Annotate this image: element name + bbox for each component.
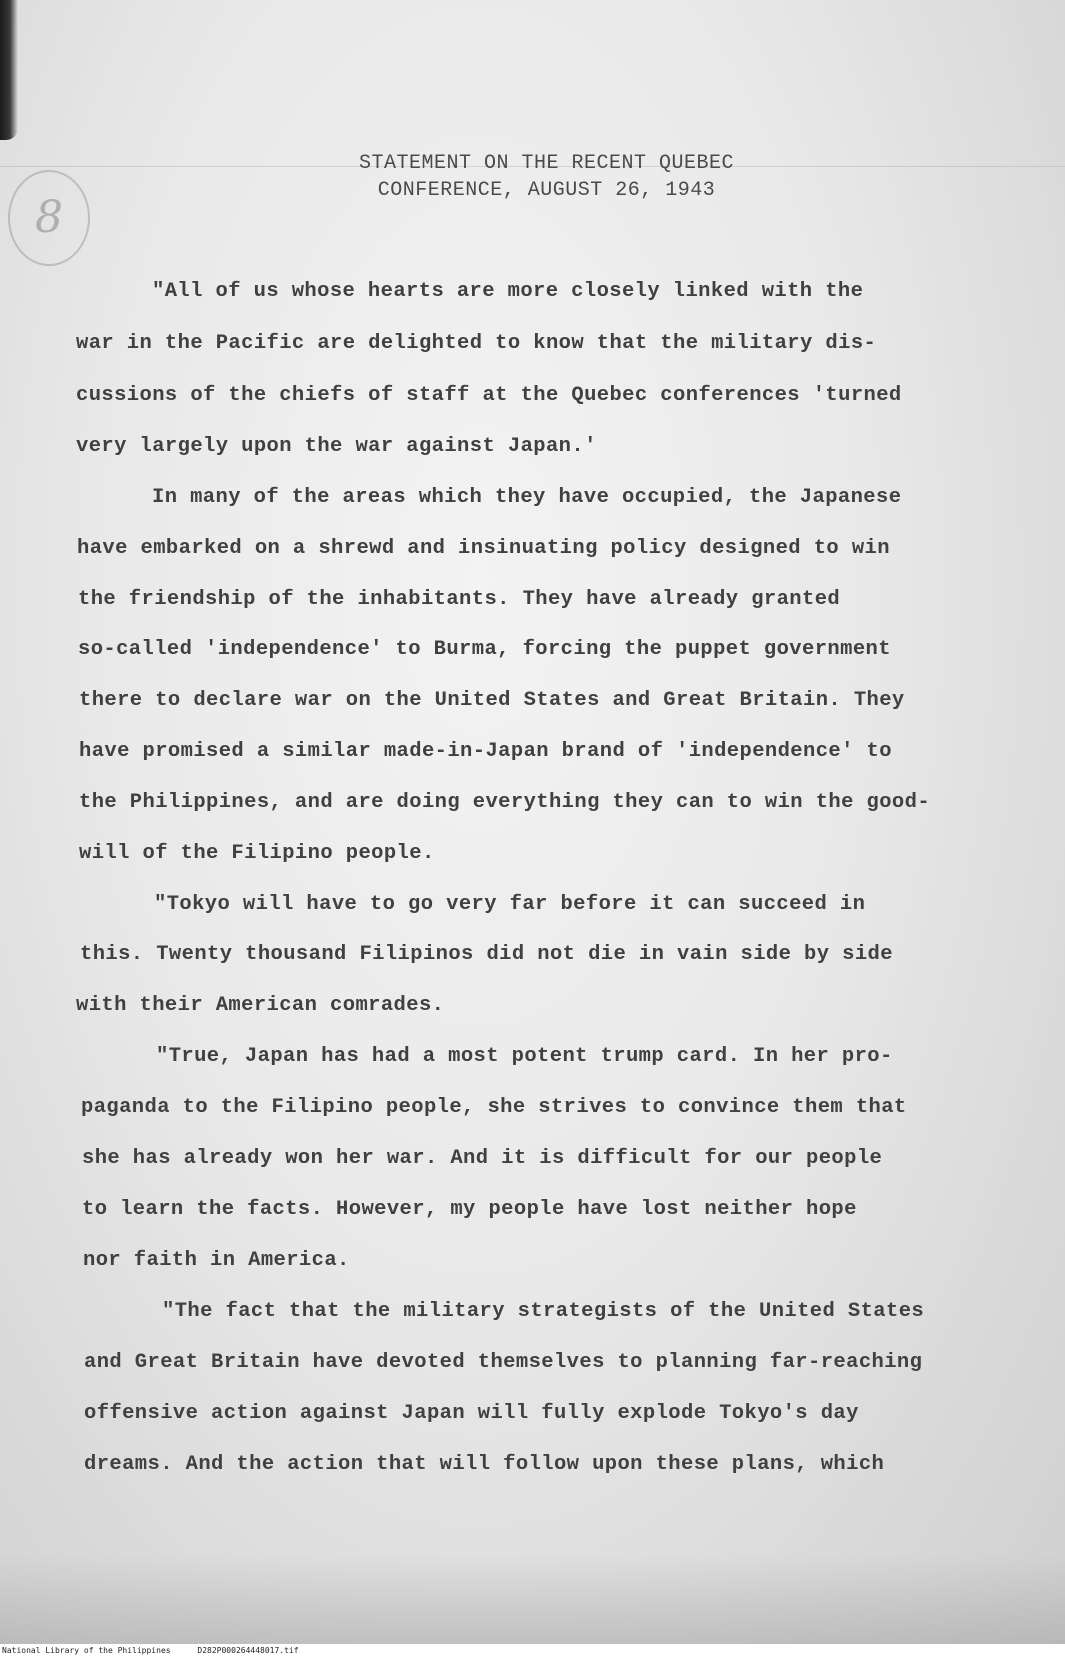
text-line: nor faith in America.: [83, 1249, 350, 1272]
text-line: dreams. And the action that will follow upon these plans, which: [84, 1453, 885, 1476]
text-line: and Great Britain have devoted themselves to planning far-reaching: [84, 1351, 923, 1374]
text-line: "All of us whose hearts are more closely linked with the: [152, 280, 864, 303]
text-line: there to declare war on the United States and Great Britain. They: [79, 689, 905, 712]
text-line: the friendship of the inhabitants. They have already granted: [78, 588, 841, 611]
text-line: to learn the facts. However, my people have lost neither hope: [82, 1198, 857, 1221]
text-line: war in the Pacific are delighted to know that the military dis-: [76, 332, 877, 355]
text-line: cussions of the chiefs of staff at the Quebec conferences 'turned: [76, 384, 902, 407]
text-line: have promised a similar made-in-Japan brand of 'independence' to: [79, 740, 892, 763]
text-line: "Tokyo will have to go very far before it can succeed in: [154, 893, 866, 916]
text-line: will of the Filipino people.: [79, 842, 435, 865]
footer-library: National Library of the Philippines: [2, 1646, 171, 1655]
text-line: offensive action against Japan will fully explode Tokyo's day: [84, 1402, 859, 1425]
scan-footer: [0, 1644, 1065, 1658]
text-line: In many of the areas which they have occupied, the Japanese: [152, 486, 902, 509]
handwritten-margin-mark: 8: [8, 170, 90, 266]
text-line: very largely upon the war against Japan.': [76, 435, 597, 458]
text-line: the Philippines, and are doing everything they can to win the good-: [79, 791, 931, 814]
text-line: "True, Japan has had a most potent trump card. In her pro-: [156, 1045, 893, 1068]
document-title: [0, 150, 1065, 204]
text-line: "The fact that the military strategists of the United States: [162, 1300, 925, 1323]
title-line-1: STATEMENT ON THE RECENT QUEBEC: [358, 152, 735, 175]
text-line: she has already won her war. And it is difficult for our people: [82, 1147, 883, 1170]
scan-bottom-shade: [0, 1554, 1065, 1644]
footer-file-id: D282P000264448017.tif: [197, 1646, 299, 1655]
text-line: with their American comrades.: [76, 994, 445, 1017]
page-edge-shadow: [0, 0, 18, 140]
title-line-2: CONFERENCE, AUGUST 26, 1943: [377, 179, 716, 202]
text-line: paganda to the Filipino people, she strives to convince them that: [81, 1096, 907, 1119]
text-line: have embarked on a shrewd and insinuating policy designed to win: [77, 537, 890, 560]
text-line: this. Twenty thousand Filipinos did not die in vain side by side: [80, 943, 893, 966]
text-line: so-called 'independence' to Burma, forcing the puppet government: [78, 638, 891, 661]
